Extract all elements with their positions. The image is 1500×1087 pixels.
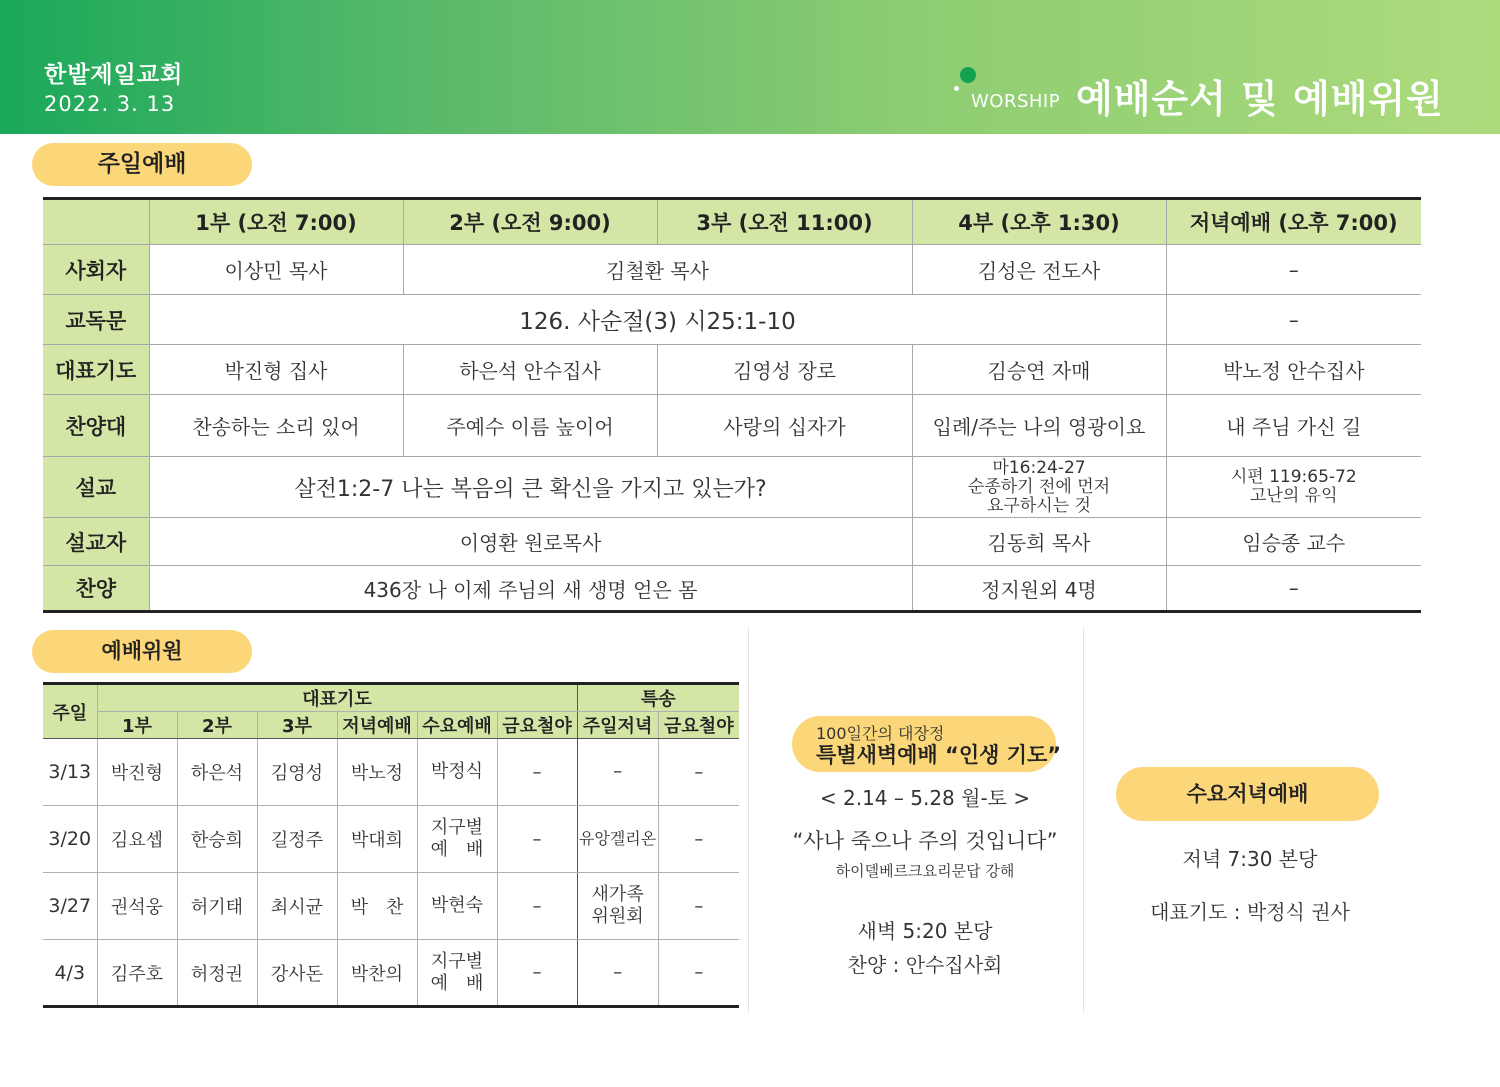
col-p1: 1부 <box>97 712 177 739</box>
cell <box>417 940 497 1007</box>
wednesday-service-title: 수요저녁예배 <box>1116 767 1379 821</box>
dawn-praise: 찬양 : 안수집사회 <box>847 953 1003 977</box>
cell: – <box>497 873 577 940</box>
col-special-friday: 금요철야 <box>658 712 739 739</box>
corner-cell <box>43 199 149 245</box>
dot-icon <box>960 67 976 83</box>
sermon-evening-line: 시편 119:65-72 <box>1230 467 1357 487</box>
cell: – <box>1166 245 1421 295</box>
cell: 임승종 교수 <box>1166 518 1421 566</box>
group-header-row <box>43 684 739 712</box>
cell: 허정권 <box>177 940 257 1007</box>
cell-line: 박현숙 <box>430 895 484 916</box>
cell: 주예수 이름 높이어 <box>403 395 657 457</box>
cell-line: 지구별 <box>430 950 484 972</box>
table-row <box>43 518 1421 566</box>
cell: – <box>497 739 577 806</box>
header-row <box>43 199 1421 245</box>
table-row <box>43 566 1421 612</box>
cell: – <box>497 940 577 1007</box>
cell: 길정주 <box>257 806 337 873</box>
cell: 436장 나 이제 주님의 새 생명 얻은 몸 <box>149 566 912 612</box>
cell <box>577 940 658 1007</box>
cell-line: 예 배 <box>430 839 484 860</box>
cell: 정지원외 4명 <box>912 566 1166 612</box>
worship-label: WORSHIP <box>971 91 1061 112</box>
col-wednesday: 수요예배 <box>417 712 497 739</box>
cell: – <box>658 806 739 873</box>
col-evening: 저녁예배 (오후 7:00) <box>1166 199 1421 245</box>
table-row <box>43 940 739 1007</box>
cell: – <box>658 739 739 806</box>
wednesday-time: 저녁 7:30 본당 <box>1182 847 1318 871</box>
dawn-quote: “사나 죽으나 주의 것입니다” <box>792 829 1058 853</box>
cell-line: – <box>613 961 623 983</box>
worship-staff-table <box>43 682 739 1008</box>
cell-line: 지구별 <box>430 817 484 838</box>
column-divider <box>748 628 749 1012</box>
cell: 김영성 <box>257 739 337 806</box>
sermon-4-line: 마16:24-27 <box>992 457 1086 478</box>
group-prayer: 대표기도 <box>97 684 577 712</box>
cell <box>912 457 1166 518</box>
col-week: 주일 <box>43 684 97 739</box>
row-label-hymn: 찬양 <box>43 566 149 612</box>
cell: 박진형 집사 <box>149 345 403 395</box>
col-friday: 금요철야 <box>497 712 577 739</box>
row-label-prayer: 대표기도 <box>43 345 149 395</box>
dawn-service-title: 특별새벽예배 “인생 기도” <box>816 743 1062 767</box>
cell <box>577 806 658 873</box>
cell: 이영환 원로목사 <box>149 518 912 566</box>
sermon-evening-line: 고난의 유익 <box>1249 486 1338 506</box>
cell: 최시균 <box>257 873 337 940</box>
cell: – <box>658 873 739 940</box>
cell: 김철환 목사 <box>403 245 912 295</box>
small-dot-icon <box>954 86 959 91</box>
row-label-leader: 사회자 <box>43 245 149 295</box>
cell: 권석웅 <box>97 873 177 940</box>
row-label-reading: 교독문 <box>43 295 149 345</box>
row-date: 3/27 <box>43 873 97 940</box>
cell: 김요셉 <box>97 806 177 873</box>
cell: 김주호 <box>97 940 177 1007</box>
table-row <box>43 457 1421 518</box>
cell-line: 예 배 <box>430 972 484 994</box>
cell: 박찬의 <box>337 940 417 1007</box>
row-label-preacher: 설교자 <box>43 518 149 566</box>
dawn-time: 새벽 5:20 본당 <box>857 919 993 943</box>
cell: 박노정 안수집사 <box>1166 345 1421 395</box>
row-label-choir: 찬양대 <box>43 395 149 457</box>
cell <box>577 873 658 940</box>
col-p3: 3부 <box>257 712 337 739</box>
table-row <box>43 245 1421 295</box>
row-date: 3/20 <box>43 806 97 873</box>
table-row <box>43 873 739 940</box>
col-service-3: 3부 (오전 11:00) <box>657 199 912 245</box>
cell-line: 새가족 <box>591 884 644 905</box>
sunday-worship-table <box>43 197 1421 613</box>
cell: 김성은 전도사 <box>912 245 1166 295</box>
cell <box>577 739 658 806</box>
cell: 김승연 자매 <box>912 345 1166 395</box>
page-title: 예배순서 및 예배위원 <box>1076 77 1444 121</box>
cell: – <box>1166 295 1421 345</box>
bulletin-date: 2022. 3. 13 <box>44 92 176 116</box>
cell <box>417 806 497 873</box>
table-row <box>43 739 739 806</box>
cell: 입례/주는 나의 영광이요 <box>912 395 1166 457</box>
table-row <box>43 295 1421 345</box>
row-date: 4/3 <box>43 940 97 1007</box>
cell: 김동희 목사 <box>912 518 1166 566</box>
cell: 살전1:2-7 나는 복음의 큰 확신을 가지고 있는가? <box>149 457 912 518</box>
cell: 사랑의 십자가 <box>657 395 912 457</box>
column-divider <box>1083 628 1084 1012</box>
cell: 박 찬 <box>337 873 417 940</box>
cell: – <box>497 806 577 873</box>
cell <box>417 739 497 806</box>
col-evening: 저녁예배 <box>337 712 417 739</box>
row-label-sermon: 설교 <box>43 457 149 518</box>
group-special: 특송 <box>577 684 739 712</box>
worship-staff-label: 예배위원 <box>32 630 252 673</box>
cell: 이상민 목사 <box>149 245 403 295</box>
cell: 박노정 <box>337 739 417 806</box>
table-row <box>43 806 739 873</box>
cell: 박진형 <box>97 739 177 806</box>
cell: 126. 사순절(3) 시25:1-10 <box>149 295 1166 345</box>
sunday-worship-label: 주일예배 <box>32 143 252 186</box>
row-date: 3/13 <box>43 739 97 806</box>
cell: 한승희 <box>177 806 257 873</box>
cell: – <box>1166 566 1421 612</box>
page-header <box>0 0 1500 134</box>
col-service-1: 1부 (오전 7:00) <box>149 199 403 245</box>
cell: 하은석 <box>177 739 257 806</box>
sub-header-row <box>43 712 739 739</box>
col-sunday-evening: 주일저녁 <box>577 712 658 739</box>
dawn-subtitle: 하이델베르크요리문답 강해 <box>835 862 1015 880</box>
sermon-4-line: 요구하시는 것 <box>987 495 1091 516</box>
cell: 허기태 <box>177 873 257 940</box>
dawn-period: < 2.14 – 5.28 월-토 > <box>819 786 1031 810</box>
wednesday-prayer: 대표기도 : 박정식 권사 <box>1150 900 1350 924</box>
col-service-2: 2부 (오전 9:00) <box>403 199 657 245</box>
cell-line: 박정식 <box>430 761 484 782</box>
cell: 내 주님 가신 길 <box>1166 395 1421 457</box>
cell: 김영성 장로 <box>657 345 912 395</box>
cell: 찬송하는 소리 있어 <box>149 395 403 457</box>
sermon-4-line: 순종하기 전에 먼저 <box>967 476 1111 497</box>
dawn-service-caption: 100일간의 대장정 <box>816 724 945 743</box>
church-name: 한밭제일교회 <box>44 62 184 88</box>
cell: – <box>658 940 739 1007</box>
cell-line: 위원회 <box>591 906 644 927</box>
cell-line: – <box>613 761 623 782</box>
cell <box>417 873 497 940</box>
cell: 하은석 안수집사 <box>403 345 657 395</box>
cell <box>1166 457 1421 518</box>
col-service-4: 4부 (오후 1:30) <box>912 199 1166 245</box>
table-row <box>43 345 1421 395</box>
cell: 강사돈 <box>257 940 337 1007</box>
cell: 박대희 <box>337 806 417 873</box>
col-p2: 2부 <box>177 712 257 739</box>
table-row <box>43 395 1421 457</box>
cell-line: 유앙겔리온 <box>578 829 657 848</box>
